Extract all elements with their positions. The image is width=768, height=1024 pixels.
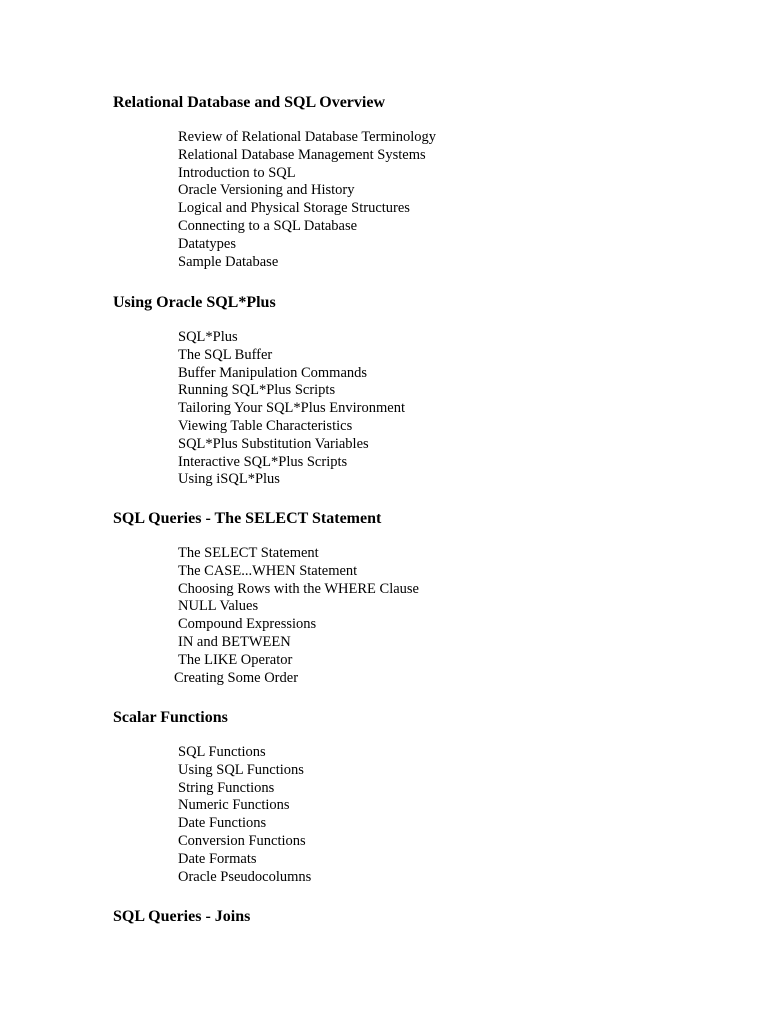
topic-list [178,329,405,489]
topic-item: Using SQL Functions [178,761,304,778]
topic-item: Tailoring Your SQL*Plus Environment [178,400,405,417]
topic-item: The LIKE Operator [178,651,293,668]
topic-item: Datatypes [178,235,236,252]
topic-item: Choosing Rows with the WHERE Clause [178,580,419,597]
topic-item: Using iSQL*Plus [178,471,280,488]
topic-item: Sample Database [178,253,279,270]
topic-item: Oracle Versioning and History [178,182,355,199]
topic-item: Creating Some Order [174,669,299,686]
topic-item: SQL*Plus [178,329,238,345]
topic-item: Interactive SQL*Plus Scripts [178,453,348,470]
topic-item: Compound Expressions [178,616,317,633]
section-heading: Scalar Functions [113,709,228,726]
topic-item: Date Functions [178,815,267,832]
topic-item: NULL Values [178,598,259,615]
topic-item: Logical and Physical Storage Structures [178,200,410,217]
topic-item: SQL*Plus Substitution Variables [178,435,369,452]
topic-item: The SQL Buffer [178,346,273,363]
section-heading: Using Oracle SQL*Plus [113,294,276,311]
topic-item: String Functions [178,779,275,796]
topic-item: Date Formats [178,850,257,867]
topic-item: Relational Database Management Systems [178,146,426,163]
topic-list [178,744,311,886]
topic-list [178,129,436,271]
topic-item: IN and BETWEEN [178,633,291,650]
topic-item: Viewing Table Characteristics [178,417,353,434]
section-heading: Relational Database and SQL Overview [113,94,386,111]
topic-item: Conversion Functions [178,832,306,849]
topic-item: Numeric Functions [178,797,290,814]
topic-item: Review of Relational Database Terminology [178,129,437,145]
topic-item: Connecting to a SQL Database [178,217,358,234]
section-heading: SQL Queries - Joins [113,908,251,925]
topic-item: Buffer Manipulation Commands [178,364,368,381]
topic-item: Running SQL*Plus Scripts [178,382,336,399]
topic-list [174,545,419,687]
topic-item: The SELECT Statement [178,545,319,561]
topic-item: Oracle Pseudocolumns [178,868,312,885]
section-heading: SQL Queries - The SELECT Statement [113,510,382,527]
topic-item: Introduction to SQL [178,164,296,181]
topic-item: The CASE...WHEN Statement [178,562,358,579]
topic-item: SQL Functions [178,744,266,760]
